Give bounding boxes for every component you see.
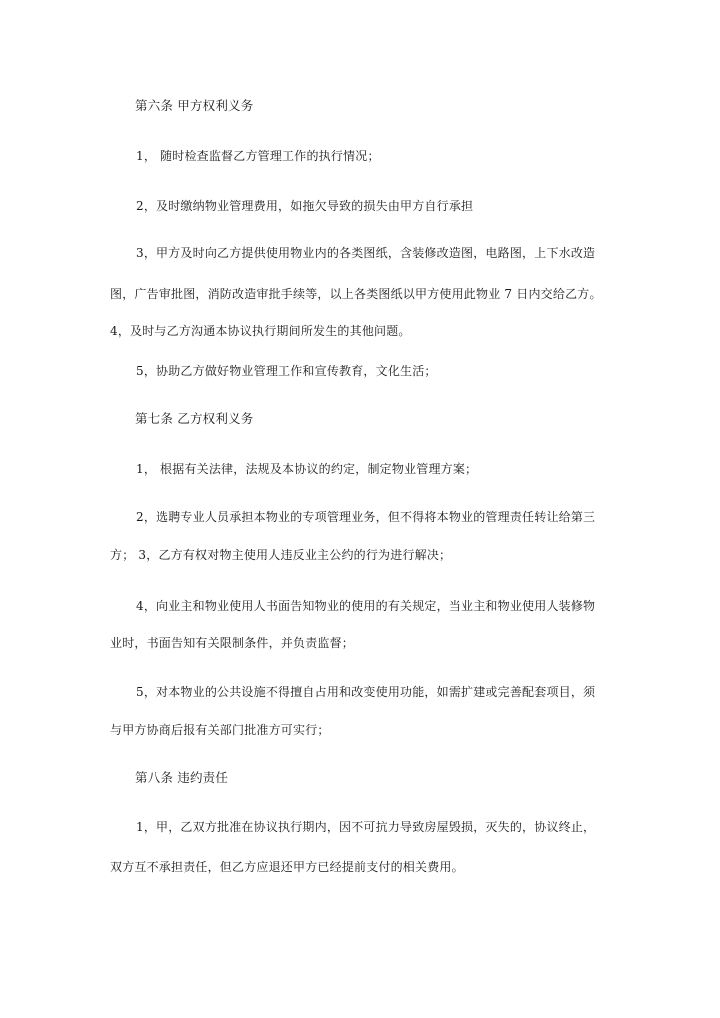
article-6-title: 第六条 甲方权利义务 [135,98,254,113]
article-7-item-2-line-1: 2，选聘专业人员承担本物业的专项管理业务，但不得将本物业的管理责任转让给第三 [136,510,596,524]
article-7-item-2-line-2: 方； 3，乙方有权对物主使用人违反业主公约的行为进行解决； [110,548,452,562]
article-8-title: 第八条 违约责任 [135,770,229,785]
article-6-item-3-line-1: 3，甲方及时向乙方提供使用物业内的各类图纸，含装修改造图，电路图，上下水改造 [136,246,596,260]
article-7-item-4-line-2: 业时，书面告知有关限制条件，并负责监督； [110,636,355,650]
article-7-item-4-line-1: 4，向业主和物业使用人书面告知物业的使用的有关规定，当业主和物业使用人装修物 [136,599,596,613]
article-6-item-3-line-2: 图，广告审批图，消防改造审批手续等，以上各类图纸以甲方使用此物业 7 日内交给乙方。 [110,287,602,301]
article-7-title: 第七条 乙方权利义务 [135,411,254,426]
article-8-item-1-line-2: 双方互不承担责任，但乙方应退还甲方已经提前支付的相关费用。 [110,860,464,874]
article-7-item-1: 1， 根据有关法律，法规及本协议的约定，制定物业管理方案； [136,462,478,476]
article-7-item-5-line-1: 5，对本物业的公共设施不得擅自占用和改变使用功能，如需扩建或完善配套项目，须 [136,685,596,699]
article-8-item-1-line-1: 1，甲，乙双方批准在协议执行期内，因不可抗力导致房屋毁损，灭失的，协议终止， [136,820,596,834]
article-6-item-4: 4，及时与乙方沟通本协议执行期间所发生的其他问题。 [110,324,411,338]
article-7-item-5-line-2: 与甲方协商后报有关部门批准方可实行； [110,723,330,737]
article-6-item-1: 1， 随时检查监督乙方管理工作的执行情况； [136,149,380,163]
article-6-item-5: 5，协助乙方做好物业管理工作和宣传教育，文化生活； [136,364,437,378]
article-6-item-2: 2，及时缴纳物业管理费用，如拖欠导致的损失由甲方自行承担 [136,199,474,213]
